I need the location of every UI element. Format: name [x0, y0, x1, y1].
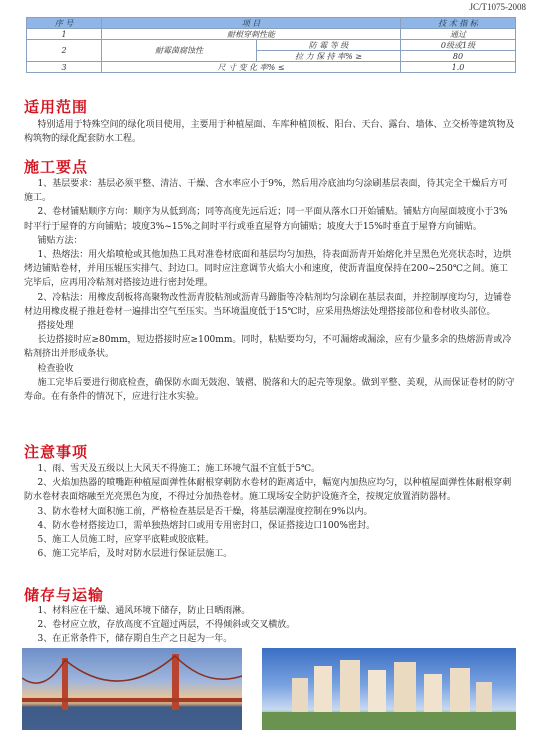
paragraph: 施工完毕后要进行彻底检查，确保防水面无鼓泡、皱褶、脱落和大的起壳等现象。做到平整、美观，从而保证卷材的防守寿命。在有条件的情况下，应进行注水实验。 [24, 377, 515, 403]
paragraph: 6、施工完毕后，及时对防水层进行保证层施工。 [37, 549, 233, 560]
row-item: 耐根穿刺性能 [102, 29, 401, 40]
paragraph: 长边搭接时应≥80mm，短边搭接时应≥100mm。同时，粘贴要均匀，不可漏熔或漏涂，应有少量多余的热熔沥青或冷粘剂挤出并形成条状。 [24, 335, 512, 360]
spec-table-header [27, 18, 516, 29]
section-title-notes: 注意事项 [24, 443, 89, 461]
buildings-photo [262, 648, 516, 730]
bridge-illustration [22, 648, 242, 730]
section-construction-body [24, 177, 516, 404]
paragraph: 3、在正常条件下，储存期自生产之日起为一年。 [37, 634, 233, 645]
paragraph: 2、冷粘法：用橡皮刮板将高聚物改性沥青胶粘剂或沥青马蹄脂等冷粘剂均匀涂刷在基层表面，并控制厚度均匀，边铺卷材边用橡皮棍子推赶卷材一遍排出空气至压实。当环境温度低于15℃时，应采用热熔法处理搭接部位和卷材收头部位。 [24, 292, 512, 317]
bridge-photo [22, 648, 242, 730]
table-row [27, 29, 516, 40]
paragraph: 3、防水卷材大面积施工前，严格检查基层是否干燥，将基层潮湿度控制在9%以内。 [37, 506, 373, 517]
header-item: 项 目 [102, 18, 401, 29]
paragraph: 1、雨、雪天及五级以上大风天不得施工；施工环境气温不宜低于5℃。 [37, 464, 321, 474]
section-storage-body [24, 604, 516, 647]
row-value: 1.0 [401, 62, 516, 73]
section-title-construction: 施工要点 [24, 158, 89, 176]
row-item: 耐霉菌腐蚀性 [102, 40, 257, 62]
row-no: 1 [27, 29, 102, 40]
row-value: 80 [401, 51, 516, 62]
standard-code: JC/T1075-2008 [469, 2, 526, 12]
row-item: 尺 寸 变 化 率% ≤ [102, 62, 401, 73]
table-row [27, 62, 516, 73]
paragraph: 2、卷材铺贴顺序方向：顺序为从低到高；同等高度先远后近；同一平面从落水口开始铺贴。铺贴方向屋面坡度小于3%时平行于屋脊的方向铺贴；坡度3%~15%之间时平行或垂直屋脊方向铺贴；坡度大于15%时垂直于屋脊方向铺贴。 [24, 207, 508, 232]
header-value: 技 术 指 标 [401, 18, 516, 29]
paragraph: 1、材料应在干燥、通风环境下储存，防止日晒雨淋。 [37, 606, 251, 616]
section-title-storage: 储存与运输 [24, 586, 105, 604]
paragraph: 特别适用于特殊空间的绿化项目使用，主要用于种植屋面、车库种植顶板、阳台、天台、露台、墙体、立交桥等建筑物及构筑物的绿化配套防水工程。 [24, 120, 515, 145]
table-row [27, 40, 516, 51]
paragraph: 1、基层要求：基层必须平整、清洁、干燥、含水率应小于9%，然后用冷底油均匀涂刷基层表面，待其完全干燥后方可施工。 [24, 179, 508, 204]
paragraph: 5、施工人员施工时，应穿平底鞋或胶底鞋。 [37, 535, 215, 546]
section-title-scope: 适用范围 [24, 98, 89, 116]
row-sub-item: 防 霉 等 级 [257, 40, 401, 51]
header-no: 序 号 [27, 18, 102, 29]
section-scope-body [24, 118, 516, 146]
buildings-illustration [262, 648, 516, 730]
row-value: 通过 [401, 29, 516, 40]
row-sub-item: 拉 力 保 持 率% ≥ [257, 51, 401, 62]
paragraph: 搭接处理 [37, 321, 74, 332]
row-no: 3 [27, 62, 102, 73]
paragraph: 2、火焰加热器的喷嘴距种植屋面弹性体耐根穿刺防水卷材的距离适中，幅宽内加热应均匀，以种植屋面弹性体耐根穿刺防水卷材表面熔融至光亮黑色为度，不得过分加热卷材。施工现场安全防护设施齐全，按规定放置消防器材。 [24, 478, 512, 503]
paragraph: 1、热熔法：用火焰喷枪或其他加热工具对准卷材底面和基层均匀加热，待表面沥青开始熔化并呈黑色光亮状态时，边烘烤边铺贴卷材，并用压辊压实排气、封边口。同时应注意调节火焰大小和速度，使沥青温度保持在200~250℃之间。施工完毕后，应再用冷粘剂对搭接边进行密封处理。 [24, 250, 512, 289]
paragraph: 2、卷材应立放，存放高度不宜超过两层，不得倾斜或交叉横放。 [37, 620, 296, 631]
section-notes-body [24, 462, 516, 561]
spec-table [26, 17, 516, 73]
paragraph: 检查验收 [37, 363, 74, 374]
row-value: 0级或1级 [401, 40, 516, 51]
row-no: 2 [27, 40, 102, 62]
paragraph: 4、防水卷材搭接边口，需单独热熔封口或用专用密封口，保证搭接边口100%密封。 [37, 520, 375, 531]
paragraph: 铺贴方法： [37, 235, 83, 246]
